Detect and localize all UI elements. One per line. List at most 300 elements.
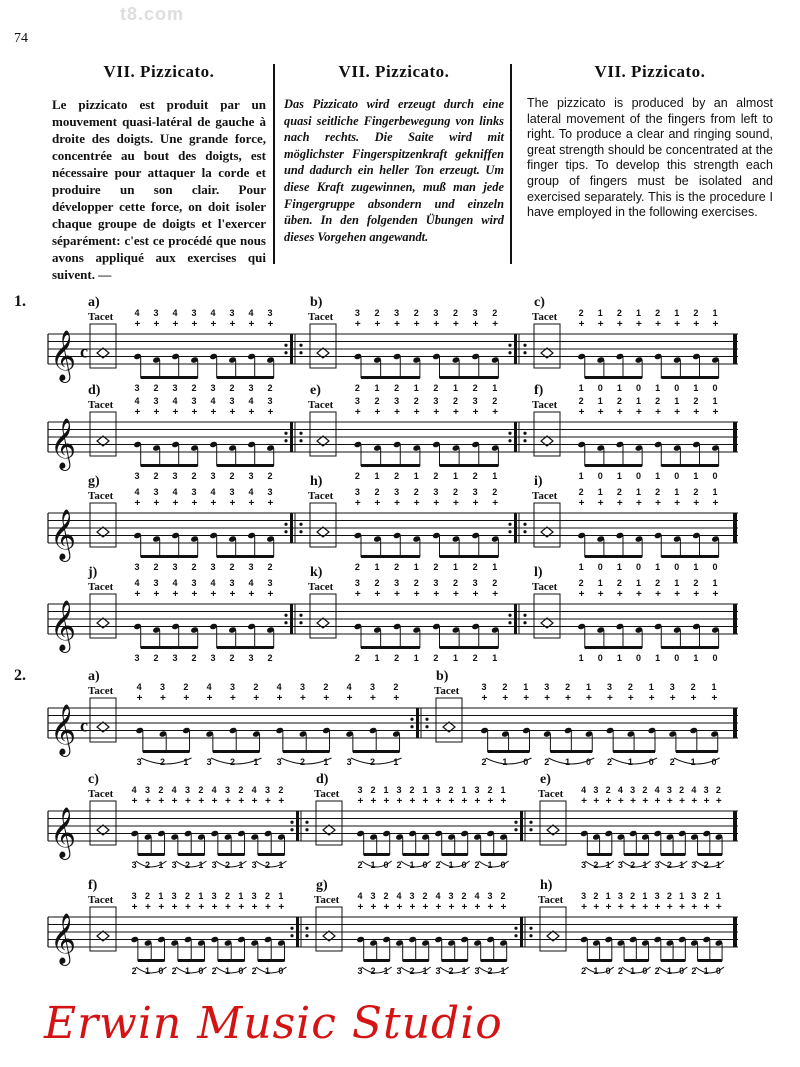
fingering-digit: 2: [578, 396, 584, 406]
fingering-digit: 0: [642, 966, 648, 976]
pizzicato-plus: +: [413, 407, 420, 418]
repeat-dot: [284, 432, 287, 435]
final-barline: [733, 917, 737, 947]
fingering-digit: 2: [225, 891, 231, 901]
fingering-digit: 1: [500, 966, 506, 976]
fingering-digit: 0: [635, 383, 641, 393]
fingering-digit: 1: [452, 562, 458, 572]
repeat-dot: [290, 828, 293, 831]
staff-system: [48, 772, 738, 870]
fingering-digit: 2: [374, 396, 380, 406]
pizzicato-plus: +: [448, 796, 455, 807]
fingering-digit: 3: [396, 966, 402, 976]
pizzicato-plus: +: [394, 498, 400, 509]
fingering-digit: 3: [229, 578, 235, 588]
fingering-digit: 1: [413, 383, 419, 393]
fingering-digit: 3: [433, 487, 439, 497]
beam: [698, 853, 723, 856]
tacet-label: Tacet: [88, 788, 114, 800]
fingering-digit: 3: [153, 487, 159, 497]
fingering-digit: 3: [248, 471, 254, 481]
pizzicato-plus: +: [185, 902, 191, 913]
fingering-digit: 1: [502, 757, 508, 767]
fingering-digit: 3: [229, 396, 235, 406]
staff-system: [14, 667, 738, 767]
fingering-digit: 3: [191, 578, 197, 588]
fingering-digit: 3: [472, 308, 478, 318]
fingering-digit: 0: [461, 860, 467, 870]
pizzicato-plus: +: [383, 796, 390, 807]
pizzicato-plus: +: [690, 693, 697, 704]
fingering-digit: 3: [248, 653, 254, 663]
fingering-digit: 1: [635, 487, 641, 497]
fingering-digit: 1: [597, 396, 603, 406]
pizzicato-plus: +: [172, 407, 179, 418]
fingering-digit: 4: [435, 891, 441, 901]
fingering-digit: 3: [487, 891, 493, 901]
pizzicato-plus: +: [267, 319, 274, 330]
pizzicato-plus: +: [712, 589, 719, 600]
fingering-digit: 1: [597, 308, 603, 318]
beam: [661, 646, 718, 649]
pizzicato-plus: +: [655, 589, 661, 600]
pizzicato-plus: +: [211, 796, 218, 807]
fingering-digit: 2: [374, 308, 380, 318]
repeat-dot: [299, 439, 302, 442]
exercise-label: b): [436, 669, 449, 684]
beam: [585, 376, 642, 379]
exercise-label: c): [88, 772, 99, 787]
fingering-digit: 4: [654, 785, 660, 795]
fingering-digit: 1: [225, 966, 231, 976]
fingering-digit: 2: [472, 653, 478, 663]
staff-system: [48, 474, 738, 572]
english-title: VII. Pizzicato.: [594, 62, 706, 81]
pizzicato-plus: +: [635, 498, 642, 509]
pizzicato-plus: +: [393, 693, 400, 704]
fingering-digit: 1: [616, 562, 622, 572]
fingering-digit: 1: [693, 471, 699, 481]
beam: [624, 959, 649, 962]
treble-clef-icon: 𝄞: [50, 509, 77, 560]
pizzicato-plus: +: [433, 498, 440, 509]
beam: [676, 750, 718, 753]
segment-barline: [296, 811, 299, 841]
fingering-digit: 1: [374, 562, 380, 572]
fingering-digit: 2: [693, 308, 699, 318]
fingering-digit: 0: [674, 562, 680, 572]
pizzicato-plus: +: [500, 796, 507, 807]
pizzicato-plus: +: [679, 796, 685, 807]
fingering-digit: 2: [605, 785, 611, 795]
repeat-dot: [299, 523, 302, 526]
pizzicato-plus: +: [492, 498, 499, 509]
fingering-digit: 0: [674, 471, 680, 481]
repeat-dot: [523, 351, 526, 354]
fingering-digit: 2: [394, 383, 400, 393]
pizzicato-plus: +: [461, 902, 468, 913]
tacet-label: Tacet: [88, 311, 114, 323]
fingering-digit: 4: [251, 785, 257, 795]
fingering-digit: 1: [238, 860, 244, 870]
fingering-digit: 0: [238, 966, 244, 976]
tacet-box: [90, 801, 116, 845]
tacet-label: Tacet: [88, 490, 114, 502]
fingering-digit: 3: [248, 383, 254, 393]
beam: [217, 376, 274, 379]
pizzicato-plus: +: [593, 796, 600, 807]
fingering-digit: 2: [370, 785, 376, 795]
section-number: 2.: [14, 667, 26, 684]
fingering-digit: 1: [712, 308, 718, 318]
pizzicato-plus: +: [605, 902, 612, 913]
beam: [364, 853, 390, 856]
fingering-digit: 3: [357, 966, 363, 976]
fingering-digit: 2: [323, 682, 329, 692]
repeat-dot: [284, 344, 287, 347]
pizzicato-plus: +: [474, 902, 481, 913]
repeat-dot: [523, 344, 526, 347]
fingering-digit: 2: [409, 785, 415, 795]
fingering-digit: 3: [394, 578, 400, 588]
fingering-digit: 1: [578, 562, 584, 572]
exercise-label: g): [88, 474, 100, 489]
fingering-digit: 3: [153, 578, 159, 588]
tacet-box: [316, 907, 342, 951]
fingering-digit: 1: [374, 383, 380, 393]
repeat-dot: [523, 621, 526, 624]
fingering-digit: 3: [370, 891, 376, 901]
exercise-label: e): [310, 383, 321, 398]
staff-system: [48, 565, 738, 663]
beam: [141, 464, 198, 467]
fingering-digit: 0: [597, 562, 603, 572]
repeat-dot: [529, 927, 532, 930]
exercise-label: a): [88, 669, 100, 684]
pizzicato-plus: +: [691, 902, 698, 913]
fingering-digit: 3: [593, 785, 599, 795]
pizzicato-plus: +: [578, 407, 585, 418]
fingering-digit: 2: [433, 383, 439, 393]
fingering-digit: 1: [711, 682, 717, 692]
fingering-digit: 2: [630, 891, 636, 901]
pizzicato-plus: +: [267, 498, 274, 509]
fingering-digit: 2: [630, 860, 636, 870]
staff-system: [48, 383, 738, 481]
fingering-digit: 0: [523, 757, 529, 767]
repeat-dot: [523, 523, 526, 526]
pizzicato-plus: +: [198, 902, 205, 913]
fingering-digit: 3: [433, 578, 439, 588]
pizzicato-plus: +: [323, 693, 330, 704]
fingering-digit: 3: [267, 487, 273, 497]
fingering-digit: 3: [474, 966, 480, 976]
fingering-digit: 1: [630, 966, 636, 976]
fingering-digit: 1: [715, 860, 721, 870]
fingering-digit: 3: [654, 891, 660, 901]
fingering-digit: 1: [635, 396, 641, 406]
fingering-digit: 4: [691, 785, 697, 795]
pizzicato-plus: +: [145, 796, 151, 807]
tacet-box: [534, 503, 560, 547]
segment-barline: [290, 334, 293, 364]
fingering-digit: 2: [153, 653, 159, 663]
tacet-box: [90, 907, 116, 951]
fingering-digit: 3: [354, 578, 360, 588]
repeat-dot: [284, 530, 287, 533]
repeat-dot: [508, 351, 511, 354]
fingering-digit: 2: [502, 682, 508, 692]
beam: [178, 853, 205, 856]
beam: [283, 750, 330, 753]
beam: [698, 959, 723, 962]
fingering-digit: 1: [374, 471, 380, 481]
pizzicato-plus: +: [502, 693, 509, 704]
fingering-digit: 3: [172, 471, 178, 481]
fingering-digit: 3: [354, 308, 360, 318]
beam: [585, 464, 642, 467]
fingering-digit: 2: [693, 487, 699, 497]
repeat-dot: [514, 934, 517, 937]
beam: [481, 959, 507, 962]
fingering-digit: 1: [413, 653, 419, 663]
fingering-digit: 2: [409, 966, 415, 976]
pizzicato-plus: +: [394, 589, 400, 600]
pizzicato-plus: +: [616, 589, 623, 600]
tacet-box: [310, 412, 336, 456]
fingering-digit: 3: [394, 487, 400, 497]
pizzicato-plus: +: [278, 796, 285, 807]
pizzicato-plus: +: [433, 319, 440, 330]
fingering-digit: 0: [635, 471, 641, 481]
fingering-digit: 2: [715, 785, 721, 795]
pizzicato-plus: +: [225, 902, 231, 913]
fingering-digit: 1: [703, 966, 709, 976]
fingering-digit: 0: [278, 966, 284, 976]
fingering-digit: 3: [617, 891, 623, 901]
fingering-digit: 1: [679, 860, 685, 870]
pizzicato-plus: +: [635, 319, 642, 330]
fingering-digit: 1: [674, 308, 680, 318]
fingering-digit: 1: [500, 785, 506, 795]
segment-barline: [416, 708, 419, 738]
beam: [213, 750, 260, 753]
fingering-digit: 0: [712, 653, 718, 663]
pizzicato-plus: +: [210, 498, 217, 509]
repeat-dot: [284, 439, 287, 442]
fingering-digit: 1: [523, 682, 529, 692]
beam: [364, 959, 390, 962]
fingering-digit: 2: [183, 682, 189, 692]
beam: [361, 376, 420, 379]
fingering-digit: 3: [581, 860, 587, 870]
pizzicato-plus: +: [679, 902, 685, 913]
pizzicato-plus: +: [278, 902, 285, 913]
fingering-digit: 1: [627, 757, 633, 767]
fingering-digit: 3: [145, 785, 151, 795]
fingering-digit: 3: [191, 487, 197, 497]
segment-barline: [296, 917, 299, 947]
fingering-digit: 0: [597, 653, 603, 663]
fingering-digit: 4: [210, 396, 216, 406]
repeat-dot: [529, 828, 532, 831]
beam: [661, 555, 718, 558]
pizzicato-plus: +: [198, 796, 205, 807]
exercise-label: c): [534, 295, 545, 310]
repeat-dot: [305, 821, 308, 824]
beam: [442, 959, 468, 962]
beam: [361, 464, 420, 467]
fingering-digit: 2: [229, 471, 235, 481]
fingering-digit: 1: [605, 860, 611, 870]
page-number: 74: [14, 31, 28, 46]
fingering-digit: 1: [674, 487, 680, 497]
pizzicato-plus: +: [674, 319, 681, 330]
fingering-digit: 2: [691, 966, 697, 976]
repeat-dot: [529, 934, 532, 937]
fingering-digit: 2: [394, 562, 400, 572]
pizzicato-plus: +: [370, 796, 377, 807]
pizzicato-plus: +: [354, 319, 361, 330]
fingering-digit: 1: [693, 562, 699, 572]
pizzicato-plus: +: [593, 902, 600, 913]
fingering-digit: 3: [654, 860, 660, 870]
repeat-dot: [299, 614, 302, 617]
fingering-digit: 2: [655, 308, 661, 318]
fingering-digit: 2: [481, 757, 487, 767]
fingering-digit: 2: [472, 562, 478, 572]
repeat-dot: [305, 934, 308, 937]
pizzicato-plus: +: [354, 498, 361, 509]
fingering-digit: 4: [210, 487, 216, 497]
fingering-digit: 3: [300, 682, 306, 692]
final-barline: [733, 604, 737, 634]
fingering-digit: 1: [409, 860, 415, 870]
tacet-label: Tacet: [532, 581, 558, 593]
tacet-label: Tacet: [308, 490, 334, 502]
fingering-digit: 1: [370, 860, 376, 870]
fingering-digit: 3: [131, 891, 137, 901]
treble-clef-icon: 𝄞: [50, 418, 77, 469]
tacet-box: [90, 594, 116, 638]
fingering-digit: 0: [422, 860, 428, 870]
pizzicato-plus: +: [606, 693, 613, 704]
fingering-digit: 2: [492, 487, 498, 497]
fingering-digit: 1: [693, 653, 699, 663]
fingering-digit: 3: [225, 785, 231, 795]
fingering-digit: 1: [712, 396, 718, 406]
pizzicato-plus: +: [487, 796, 494, 807]
pizzicato-plus: +: [617, 796, 624, 807]
fingering-digit: 2: [606, 757, 612, 767]
beam: [661, 464, 718, 467]
german-title: VII. Pizzicato.: [338, 62, 450, 81]
repeat-dot: [523, 432, 526, 435]
repeat-dot: [299, 432, 302, 435]
fingering-digit: 0: [605, 966, 611, 976]
fingering-digit: 2: [487, 966, 493, 976]
pizzicato-plus: +: [267, 407, 274, 418]
fingering-digit: 2: [191, 653, 197, 663]
fingering-digit: 1: [693, 383, 699, 393]
beam: [138, 959, 165, 962]
common-time-icon: c: [80, 341, 88, 362]
pizzicato-plus: +: [422, 796, 429, 807]
pizzicato-plus: +: [565, 693, 571, 704]
treble-clef-icon: 𝄞: [50, 704, 77, 755]
fingering-digit: 3: [474, 785, 480, 795]
fingering-digit: 2: [492, 578, 498, 588]
pizzicato-plus: +: [210, 319, 217, 330]
pizzicato-plus: +: [674, 407, 681, 418]
fingering-digit: 3: [396, 785, 402, 795]
fingering-digit: 2: [578, 487, 584, 497]
tacet-label: Tacet: [88, 685, 114, 697]
pizzicato-plus: +: [374, 498, 381, 509]
german-body: Das Pizzicato wird erzeugt durch eine quasi seitliche Fingerbewegung von links nach rechts. Die Saite wird mit möglichster Fingerspitzenkraft gekniffen und dadurch ein heller Ton erzeugt. Um diese Kraft zugewinnen, muß man jede Fingergruppe absondern und einzeln üben. In den folgenden Übungen wird dieses Vorgehen angewandt.: [284, 97, 504, 244]
fingering-digit: 1: [452, 653, 458, 663]
fingering-digit: 1: [712, 487, 718, 497]
fingering-digit: 3: [191, 396, 197, 406]
pizzicato-plus: +: [413, 498, 420, 509]
fingering-digit: 2: [230, 757, 236, 767]
fingering-digit: 4: [248, 308, 254, 318]
fingering-digit: 4: [248, 578, 254, 588]
fingering-digit: 3: [248, 562, 254, 572]
fingering-digit: 2: [666, 891, 672, 901]
segment-barline: [514, 513, 517, 543]
fingering-digit: 1: [655, 562, 661, 572]
tacet-box: [540, 801, 566, 845]
fingering-digit: 4: [172, 487, 178, 497]
pizzicato-plus: +: [474, 796, 481, 807]
fingering-digit: 1: [674, 578, 680, 588]
fingering-digit: 3: [617, 860, 623, 870]
fingering-digit: 1: [323, 757, 329, 767]
tacet-label: Tacet: [314, 788, 340, 800]
fingering-digit: 2: [693, 396, 699, 406]
fingering-digit: 2: [655, 396, 661, 406]
pizzicato-plus: +: [374, 319, 381, 330]
pizzicato-plus: +: [703, 902, 710, 913]
final-barline: [733, 334, 737, 364]
tacet-label: Tacet: [538, 894, 564, 906]
tacet-box: [534, 324, 560, 368]
beam: [258, 853, 285, 856]
beam: [258, 959, 285, 962]
repeat-dot: [508, 344, 511, 347]
fingering-digit: 2: [703, 891, 709, 901]
fingering-digit: 3: [354, 396, 360, 406]
fingering-digit: 1: [578, 383, 584, 393]
fingering-digit: 4: [276, 682, 282, 692]
fingering-digit: 4: [211, 785, 217, 795]
pizzicato-plus: +: [666, 902, 673, 913]
english-column: [527, 62, 773, 221]
fingering-digit: 2: [593, 891, 599, 901]
tacet-box: [90, 503, 116, 547]
fingering-digit: 2: [131, 966, 137, 976]
fingering-digit: 0: [715, 966, 721, 976]
beam: [141, 646, 198, 649]
repeat-dot: [305, 927, 308, 930]
pizzicato-plus: +: [654, 902, 661, 913]
repeat-dot: [508, 523, 511, 526]
fingering-digit: 1: [492, 653, 498, 663]
fingering-digit: 2: [267, 471, 273, 481]
fingering-digit: 3: [472, 578, 478, 588]
fingering-digit: 1: [185, 966, 191, 976]
